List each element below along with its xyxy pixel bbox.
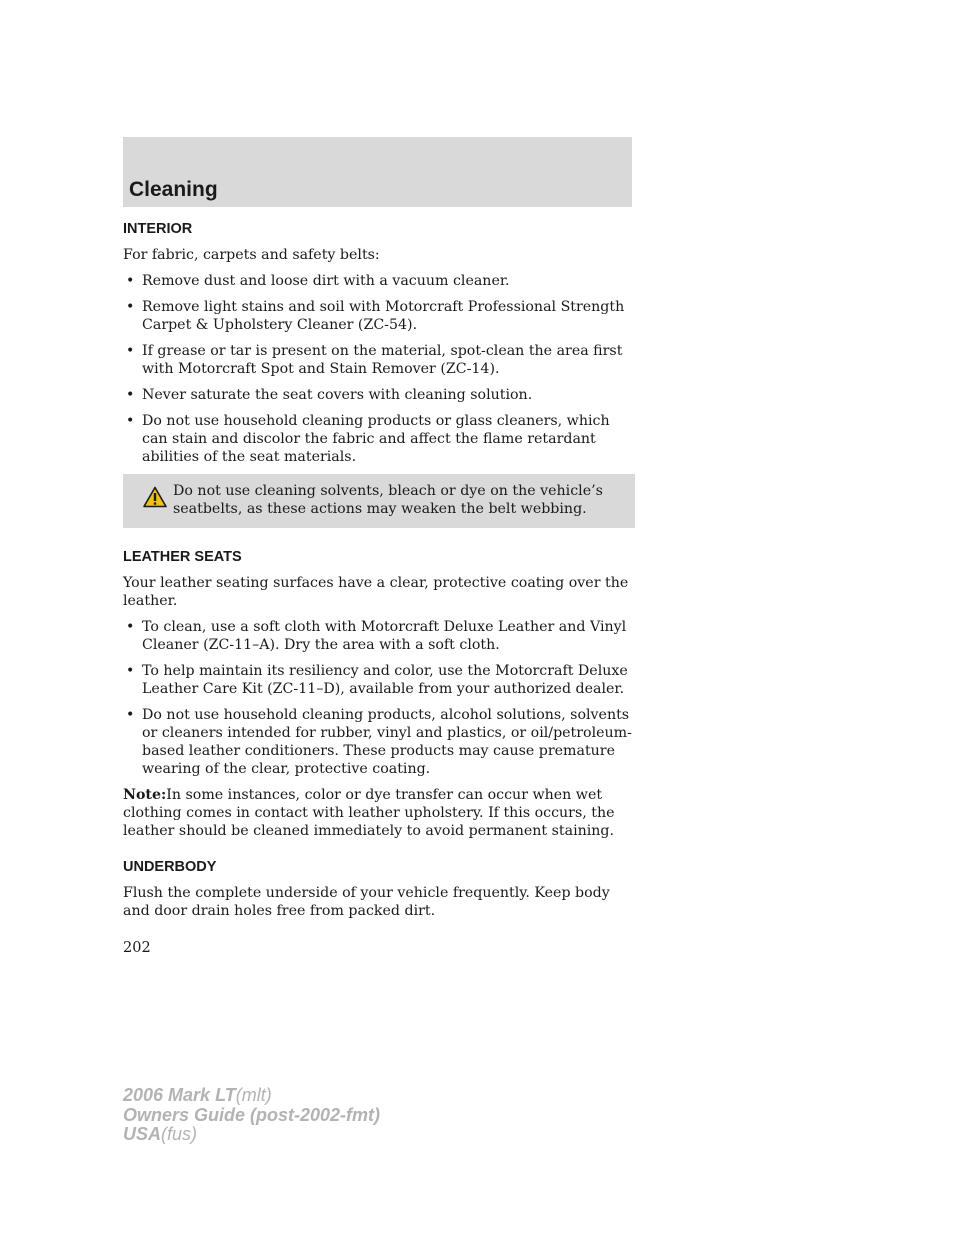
- leather-seats-heading: LEATHER SEATS: [123, 549, 242, 565]
- leather-bullet-list: [123, 618, 635, 778]
- list-item: [123, 412, 635, 466]
- interior-heading: INTERIOR: [123, 221, 193, 237]
- list-item-text: Never saturate the seat covers with cleaning solution.: [142, 387, 533, 403]
- list-item: [123, 342, 635, 378]
- list-item: [123, 662, 635, 698]
- note-label: Note:: [123, 787, 167, 803]
- footer-model: 2006 Mark LT: [123, 1085, 236, 1105]
- list-item: [123, 298, 635, 334]
- footer-market: USA: [123, 1124, 162, 1144]
- list-item-text: Remove dust and loose dirt with a vacuum cleaner.: [142, 273, 510, 289]
- bullet-icon: •: [126, 663, 135, 679]
- footer-model-code: (mlt): [235, 1085, 272, 1105]
- footer-market-code: (fus): [161, 1124, 198, 1144]
- footer-line-2: [123, 1106, 380, 1126]
- footer-line-1: [123, 1086, 380, 1106]
- page-number: 202: [123, 940, 151, 956]
- bullet-icon: •: [126, 707, 135, 723]
- bullet-icon: •: [126, 299, 135, 315]
- list-item: [123, 386, 635, 404]
- page-content: [123, 220, 635, 928]
- list-item-text: Remove light stains and soil with Motorcraft Professional Strength Carpet & Upholstery Cleaner (ZC-54).: [142, 299, 625, 333]
- footer-guide: Owners Guide (post-2002-fmt): [123, 1104, 381, 1125]
- list-item: [123, 272, 635, 290]
- list-item-text: Do not use household cleaning products, alcohol solutions, solvents or cleaners intended for rubber, vinyl and plastics, or oil/petroleum-based leather conditioners. These products may cause premature wearing of the clear, protective coating.: [142, 707, 632, 777]
- list-item-text: To clean, use a soft cloth with Motorcraft Deluxe Leather and Vinyl Cleaner (ZC-11–A). Dry the area with a soft cloth.: [142, 619, 627, 653]
- section-title: Cleaning: [129, 178, 218, 201]
- underbody-text: Flush the complete underside of your vehicle frequently. Keep body and door drain holes free from packed dirt.: [123, 885, 610, 919]
- bullet-icon: •: [126, 273, 135, 289]
- bullet-icon: •: [126, 387, 135, 403]
- underbody-heading: UNDERBODY: [123, 859, 217, 875]
- leather-intro: Your leather seating surfaces have a clear, protective coating over the leather.: [123, 575, 629, 609]
- bullet-icon: •: [126, 619, 135, 635]
- note-paragraph: [123, 786, 635, 840]
- list-item-text: If grease or tar is present on the material, spot-clean the area first with Motorcraft Spot and Stain Remover (ZC-14).: [142, 343, 623, 377]
- list-item-text: Do not use household cleaning products or glass cleaners, which can stain and discolor the fabric and affect the flame retardant abilities of the seat materials.: [142, 413, 610, 465]
- warning-box: [123, 474, 635, 528]
- interior-bullet-list: [123, 272, 635, 466]
- warning-triangle-icon: [143, 486, 167, 508]
- note-text: In some instances, color or dye transfer can occur when wet clothing comes in contact with leather upholstery. If this occurs, the leather should be cleaned immediately to avoid permanent staining.: [123, 787, 615, 839]
- footer-line-3: [123, 1125, 380, 1145]
- warning-text: Do not use cleaning solvents, bleach or dye on the vehicle’s seatbelts, as these actions may weaken the belt webbing.: [173, 483, 603, 517]
- list-item: [123, 618, 635, 654]
- list-item: [123, 706, 635, 778]
- bullet-icon: •: [126, 343, 135, 359]
- interior-intro: For fabric, carpets and safety belts:: [123, 247, 380, 263]
- document-footer: [123, 1086, 380, 1145]
- bullet-icon: •: [126, 413, 135, 429]
- list-item-text: To help maintain its resiliency and color, use the Motorcraft Deluxe Leather Care Kit (ZC-11–D), available from your authorized dealer.: [142, 663, 628, 697]
